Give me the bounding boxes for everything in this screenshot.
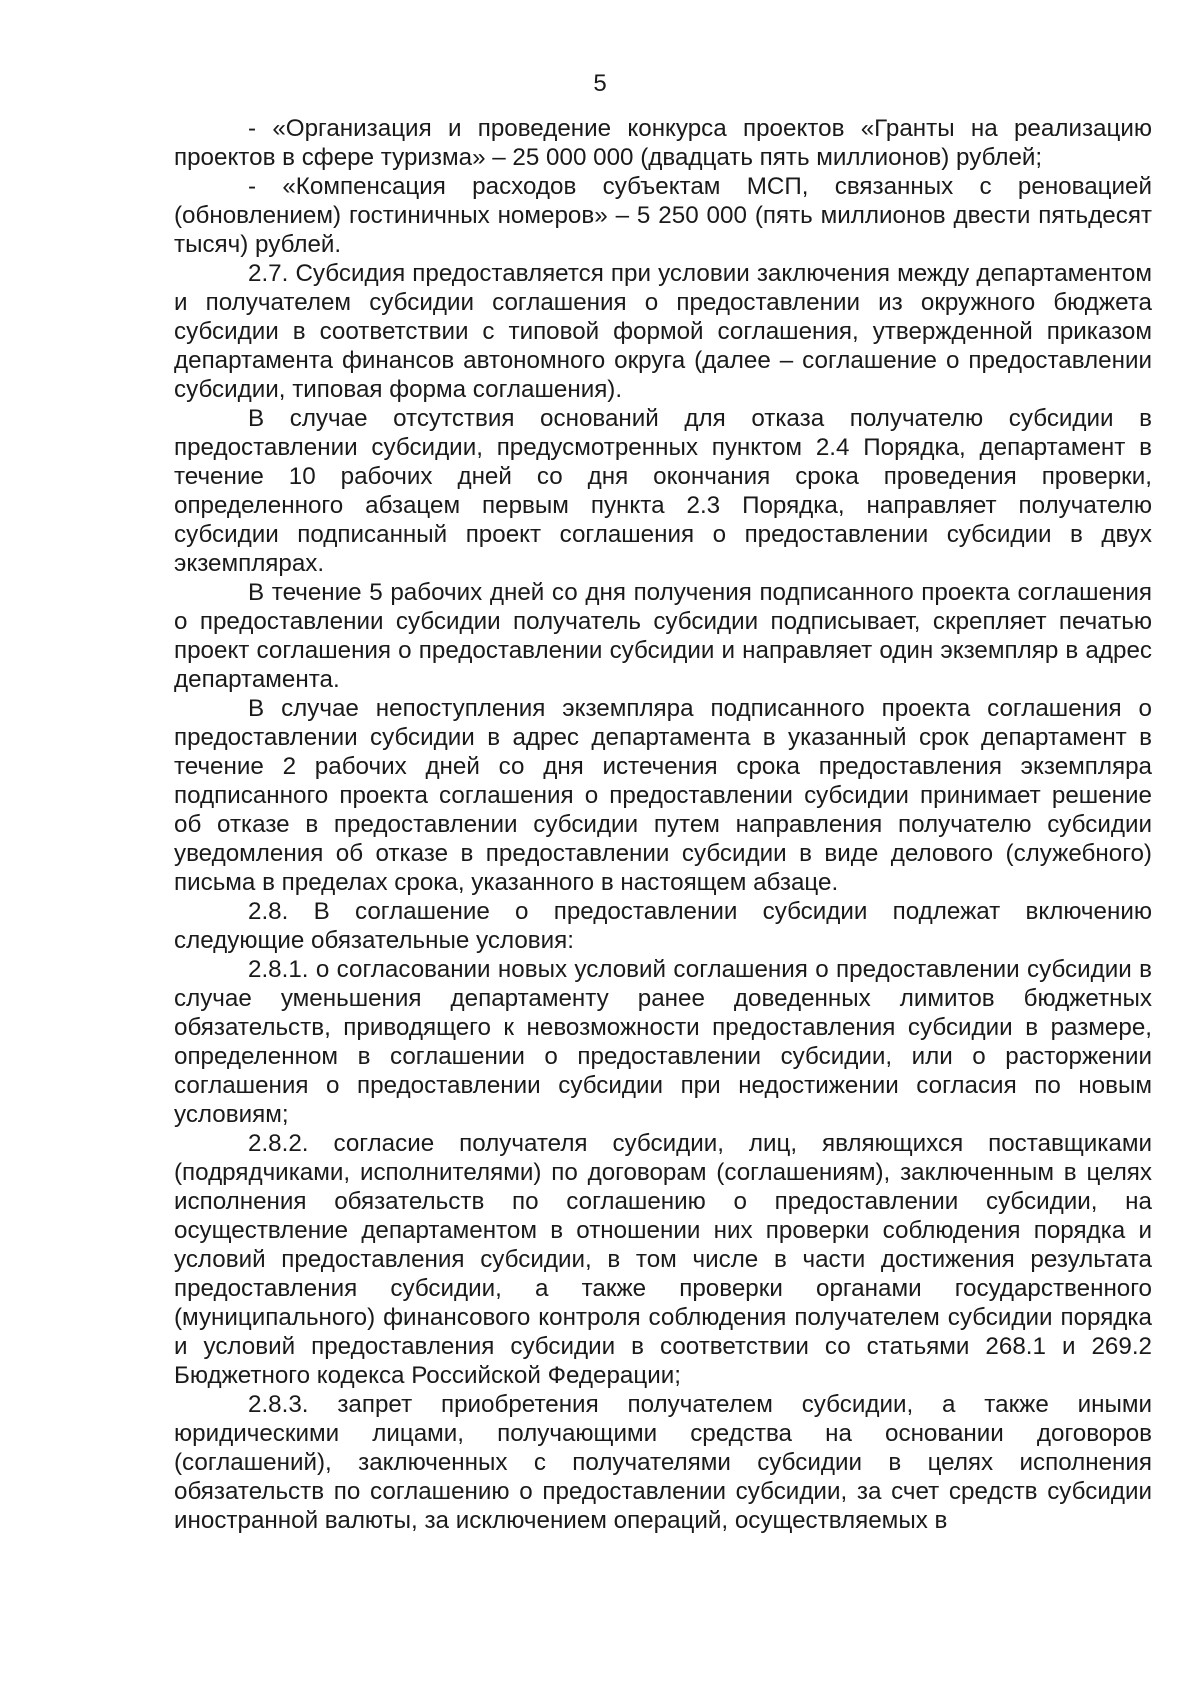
paragraph-five-days: В течение 5 рабочих дней со дня получения подписанного проекта соглашения о предоставлении субсидии получатель субсидии подписывает, скрепляет печатью проект соглашения о предоставлении субсидии и направляет один экземпляр в адрес департамента. (174, 579, 1152, 693)
document-body (174, 114, 1152, 1535)
paragraph-non-receipt: В случае непоступления экземпляра подписанного проекта соглашения о предоставлении субсидии в адрес департамента в указанный срок департамент в течение 2 рабочих дней со дня истечения срока предоставления экземпляра подписанного проекта соглашения о предоставлении субсидии принимает решение об отказе в предоставлении субсидии путем направления получателю субсидии уведомления об отказе в предоставлении субсидии в виде делового (служебного) письма в пределах срока, указанного в настоящем абзаце. (174, 695, 1152, 896)
paragraph-grant-tourism: - «Организация и проведение конкурса проектов «Гранты на реализацию проектов в сфере туризма» – 25 000 000 (двадцать пять миллионов) рублей; (174, 115, 1152, 171)
paragraph-no-refusal-grounds: В случае отсутствия оснований для отказа получателю субсидии в предоставлении субсидии, предусмотренных пунктом 2.4 Порядка, департамент в течение 10 рабочих дней со дня окончания срока проведения проверки, определенного абзацем первым пункта 2.3 Порядка, направляет получателю субсидии подписанный проект соглашения о предоставлении субсидии в двух экземплярах. (174, 405, 1152, 577)
paragraph-2-7: 2.7. Субсидия предоставляется при условии заключения между департаментом и получателем субсидии соглашения о предоставлении из окружного бюджета субсидии в соответствии с типовой формой соглашения, утвержденной приказом департамента финансов автономного округа (далее – соглашение о предоставлении субсидии, типовая форма соглашения). (174, 260, 1152, 403)
paragraph-2-8-1: 2.8.1. о согласовании новых условий соглашения о предоставлении субсидии в случае уменьшения департаменту ранее доведенных лимитов бюджетных обязательств, приводящего к невозможности предоставления субсидии в размере, определенном в соглашении о предоставлении субсидии, или о расторжении соглашения о предоставлении субсидии при недостижении согласия по новым условиям; (174, 956, 1152, 1128)
page-number: 5 (593, 70, 607, 97)
paragraph-compensation-msp: - «Компенсация расходов субъектам МСП, связанных с реновацией (обновлением) гостиничных номеров» – 5 250 000 (пять миллионов двести пятьдесят тысяч) рублей. (174, 173, 1152, 258)
paragraph-2-8-2: 2.8.2. согласие получателя субсидии, лиц, являющихся поставщиками (подрядчиками, исполнителями) по договорам (соглашениям), заключенным в целях исполнения обязательств по соглашению о предоставлении субсидии, на осуществление департаментом в отношении них проверки соблюдения порядка и условий предоставления субсидии, в том числе в части достижения результата предоставления субсидии, а также проверки органами государственного (муниципального) финансового контроля соблюдения получателем субсидии порядка и условий предоставления субсидии в соответствии со статьями 268.1 и 269.2 Бюджетного кодекса Российской Федерации; (174, 1130, 1152, 1389)
paragraph-2-8: 2.8. В соглашение о предоставлении субсидии подлежат включению следующие обязательные условия: (174, 898, 1152, 954)
paragraph-2-8-3: 2.8.3. запрет приобретения получателем субсидии, а также иными юридическими лицами, получающими средства на основании договоров (соглашений), заключенных с получателями субсидии в целях исполнения обязательств по соглашению о предоставлении субсидии, за счет средств субсидии иностранной валюты, за исключением операций, осуществляемых в (174, 1391, 1152, 1534)
